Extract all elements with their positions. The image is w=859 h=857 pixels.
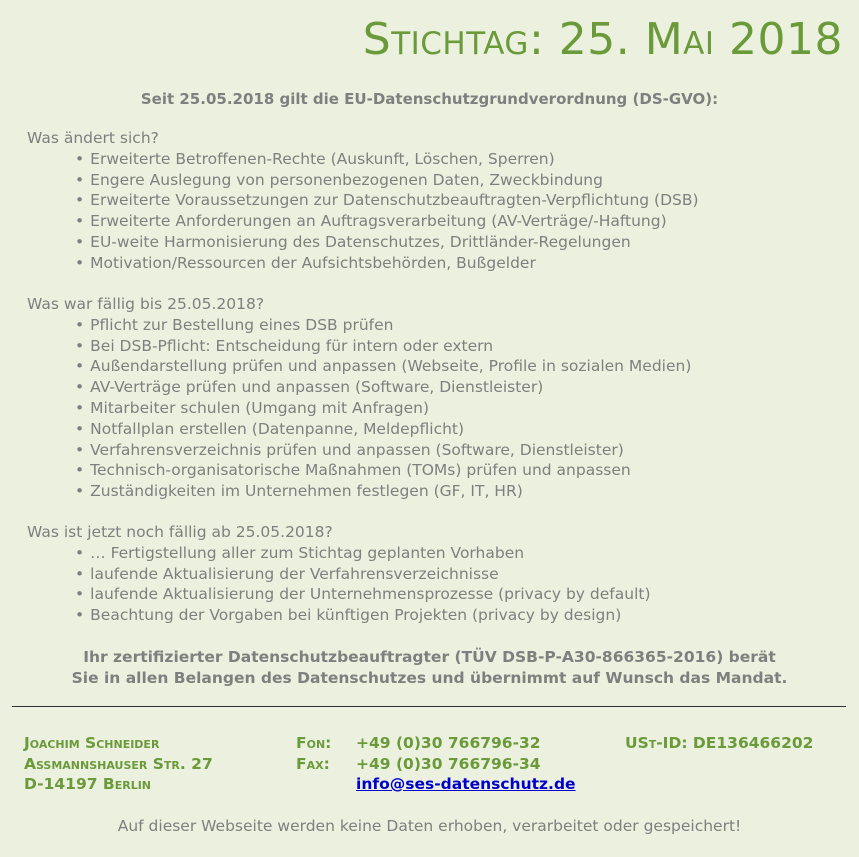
list-item: • laufende Aktualisierung der Unternehmensprozesse (privacy by default) [75, 584, 847, 605]
page-title: Stichtag: 25. Mai 2018 [362, 14, 843, 65]
contact-labels [296, 733, 331, 774]
list-item: • Mitarbeiter schulen (Umgang mit Anfragen) [75, 398, 847, 419]
section-heading: Was ändert sich? [27, 129, 159, 147]
list-item: • Pflicht zur Bestellung eines DSB prüfen [75, 315, 847, 336]
list-item: • Erweiterte Anforderungen an Auftragsverarbeitung (AV-Verträge/-Haftung) [75, 211, 847, 232]
list-item: • Erweiterte Betroffenen-Rechte (Auskunft, Löschen, Sperren) [75, 149, 847, 170]
intro-text: Seit 25.05.2018 gilt die EU-Datenschutzgrundverordnung (DS-GVO): [140, 90, 719, 108]
list-item: • Außendarstellung prüfen und anpassen (Webseite, Profile in sozialen Medien) [75, 356, 847, 377]
fax-label: Fax: [296, 754, 330, 773]
certification-line-1: Ihr zertifizierter Datenschutzbeauftragter (TÜV DSB-P-A30-866365-2016) berät [83, 648, 776, 666]
bullet-list [27, 543, 847, 626]
contact-name: Joachim Schneider [24, 734, 160, 752]
list-item: • Verfahrensverzeichnis prüfen und anpassen (Software, Dienstleister) [75, 440, 847, 461]
phone-label: Fon: [296, 734, 332, 752]
list-item: • Technisch-organisatorische Maßnahmen (TOMs) prüfen und anpassen [75, 460, 847, 481]
list-item: • AV-Verträge prüfen und anpassen (Software, Dienstleister) [75, 377, 847, 398]
contact-street: Aßmannshauser Str. 27 [24, 754, 213, 773]
bullet-list [27, 315, 847, 502]
contact-values [356, 733, 576, 795]
list-item: • Engere Auslegung von personenbezogenen Daten, Zweckbindung [75, 170, 847, 191]
list-item: • … Fertigstellung aller zum Stichtag geplanten Vorhaben [75, 543, 847, 564]
certification-text [0, 647, 859, 688]
list-item: • Zuständigkeiten im Unternehmen festlegen (GF, IT, HR) [75, 481, 847, 502]
phone-number: +49 (0)30 766796-32 [356, 734, 541, 752]
section-heading: Was ist jetzt noch fällig ab 25.05.2018? [27, 523, 333, 541]
fax-number: +49 (0)30 766796-34 [356, 754, 541, 773]
vat-id: USt-ID: DE136466202 [625, 734, 814, 752]
list-item: • EU-weite Harmonisierung des Datenschutzes, Drittländer-Regelungen [75, 232, 847, 253]
bullet-list [27, 149, 847, 274]
list-item: • Bei DSB-Pflicht: Entscheidung für intern oder extern [75, 336, 847, 357]
list-item: • Erweiterte Voraussetzungen zur Datenschutzbeauftragten-Verpflichtung (DSB) [75, 190, 847, 211]
list-item: • Motivation/Ressourcen der Aufsichtsbehörden, Bußgelder [75, 253, 847, 274]
divider [12, 706, 846, 707]
list-item: • laufende Aktualisierung der Verfahrensverzeichnisse [75, 564, 847, 585]
contact-city: D-14197 Berlin [24, 775, 152, 793]
email-link[interactable]: info@ses-datenschutz.de [356, 775, 576, 793]
certification-line-2: Sie in allen Belangen des Datenschutzes und übernimmt auf Wunsch das Mandat. [71, 668, 788, 687]
list-item: • Beachtung der Vorgaben bei künftigen Projekten (privacy by design) [75, 605, 847, 626]
section-heading: Was war fällig bis 25.05.2018? [27, 295, 265, 313]
address-block [24, 733, 213, 795]
section-due-until [27, 294, 847, 502]
section-due-from [27, 522, 847, 626]
privacy-note: Auf dieser Webseite werden keine Daten erhoben, verarbeitet oder gespeichert! [117, 817, 742, 835]
list-item: • Notfallplan erstellen (Datenpanne, Meldepflicht) [75, 419, 847, 440]
section-changes [27, 128, 847, 274]
